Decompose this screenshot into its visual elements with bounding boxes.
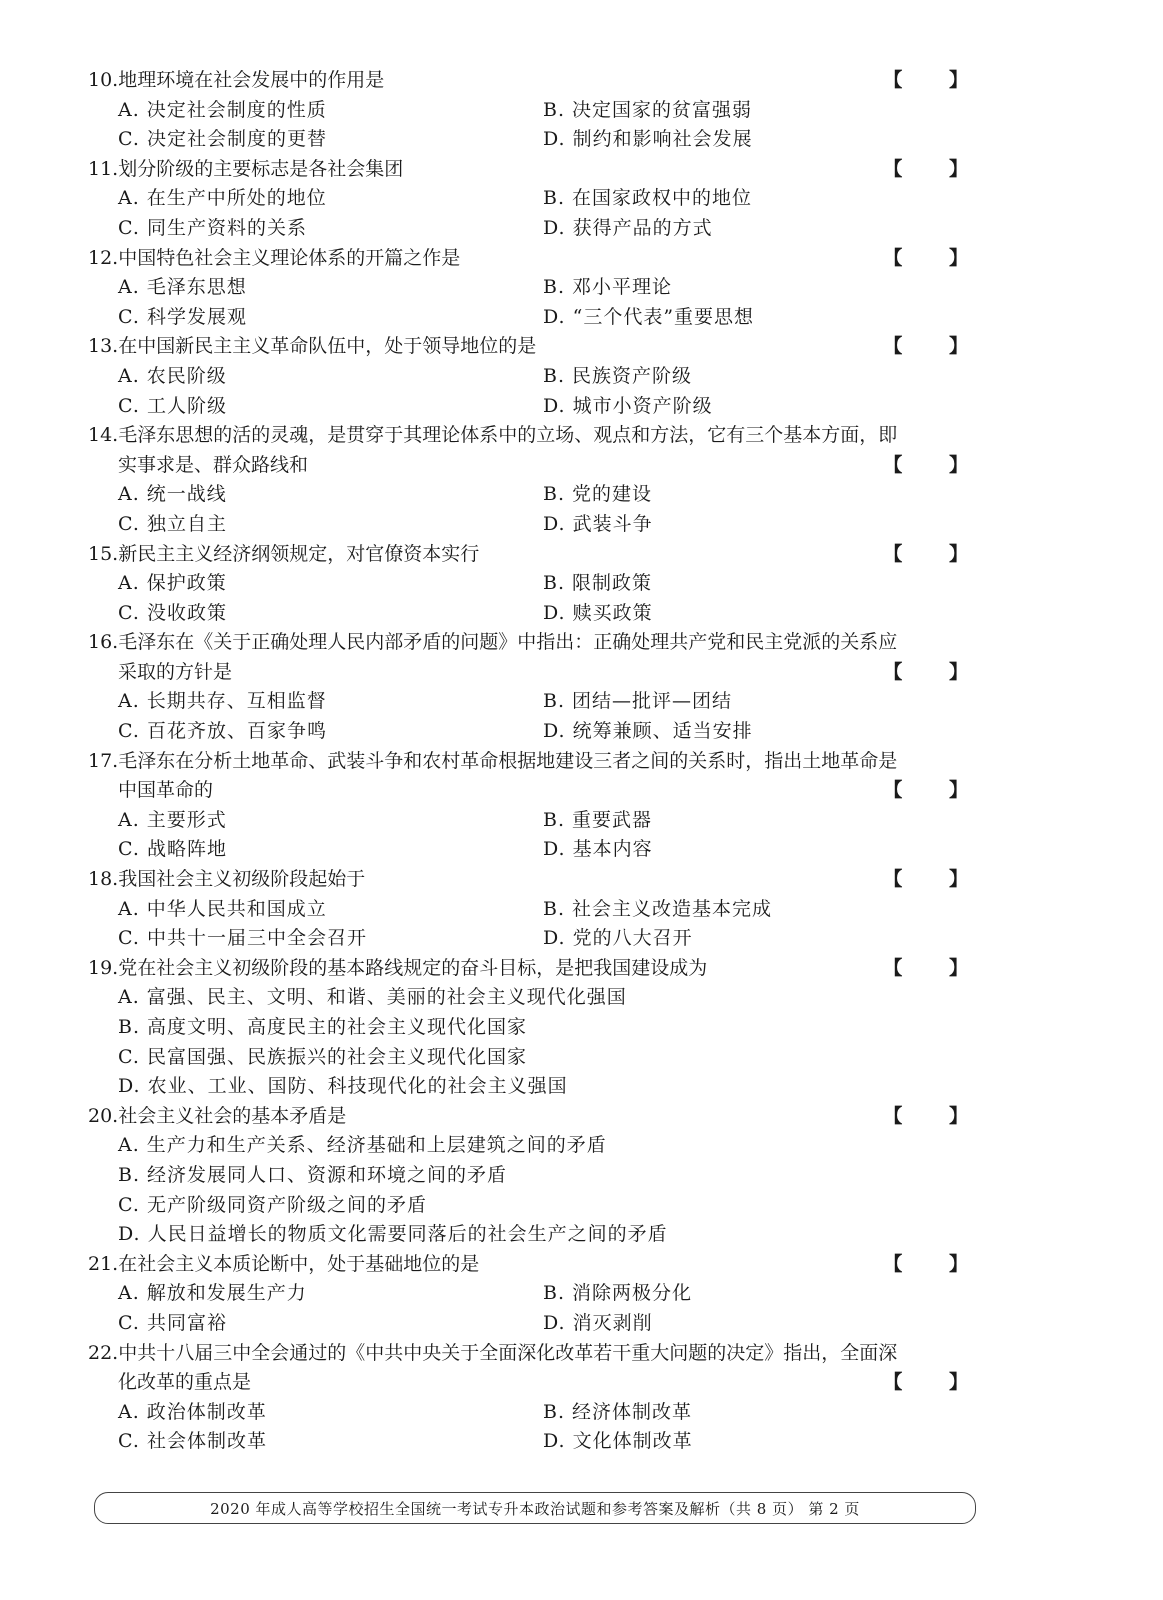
option-list: [88, 1398, 988, 1457]
answer-bracket[interactable]: 【 】: [883, 453, 988, 476]
question-list: [88, 66, 988, 1457]
option-d[interactable]: D. 制约和影响社会发展: [543, 128, 753, 151]
question-stem: [88, 1250, 988, 1280]
option-b[interactable]: B. 团结—批评—团结: [543, 690, 733, 713]
option-a[interactable]: A. 解放和发展生产力: [118, 1282, 307, 1305]
option-c[interactable]: C. 百花齐放、百家争鸣: [118, 720, 327, 743]
question-item: [88, 1102, 988, 1250]
question-number: 10.: [88, 69, 119, 91]
option-list: [88, 273, 988, 332]
answer-bracket[interactable]: 【 】: [883, 868, 988, 891]
option-a[interactable]: A. 保护政策: [118, 572, 227, 595]
question-text: 划分阶级的主要标志是各社会集团: [118, 157, 404, 180]
answer-bracket[interactable]: 【 】: [883, 335, 988, 358]
question-stem: [88, 1339, 988, 1398]
option-d[interactable]: D. “三个代表”重要思想: [543, 305, 755, 328]
question-item: [88, 1250, 988, 1339]
option-c[interactable]: C. 决定社会制度的更替: [118, 128, 327, 151]
option-b[interactable]: B. 决定国家的贫富强弱: [543, 98, 753, 121]
question-number: 18.: [88, 868, 119, 891]
option-list: [88, 569, 988, 628]
option-c[interactable]: C. 没收政策: [118, 601, 227, 624]
question-text: 我国社会主义初级阶段起始于: [118, 868, 366, 891]
option-a[interactable]: A. 主要形式: [118, 808, 227, 831]
option-a[interactable]: A. 长期共存、互相监督: [118, 690, 327, 713]
answer-bracket[interactable]: 【 】: [883, 246, 988, 269]
option-list: [88, 362, 988, 421]
option-list: [88, 687, 988, 746]
question-text: 中共十八届三中全会通过的《中共中央关于全面深化改革若干重大问题的决定》指出，全面深化改革的重点是: [118, 1341, 898, 1394]
question-item: [88, 1339, 988, 1457]
option-b[interactable]: B. 高度文明、高度民主的社会主义现代化国家: [118, 1016, 528, 1038]
option-c[interactable]: C. 中共十一届三中全会召开: [118, 927, 367, 950]
question-stem: [88, 332, 988, 362]
question-number: 17.: [88, 749, 119, 772]
answer-bracket[interactable]: 【 】: [883, 779, 988, 802]
option-list: [88, 184, 988, 243]
option-c[interactable]: C. 同生产资料的关系: [118, 216, 307, 239]
option-b[interactable]: B. 在国家政权中的地位: [543, 187, 753, 210]
option-c[interactable]: C. 独立自主: [118, 512, 227, 535]
option-d[interactable]: D. 基本内容: [543, 838, 653, 861]
answer-bracket[interactable]: 【 】: [883, 1252, 988, 1275]
question-stem: [88, 244, 988, 274]
question-stem: [88, 540, 988, 570]
question-text: 新民主主义经济纲领规定，对官僚资本实行: [118, 542, 480, 565]
question-number: 15.: [88, 542, 119, 565]
question-stem: [88, 747, 988, 806]
question-stem: [88, 628, 988, 687]
answer-bracket[interactable]: 【 】: [883, 157, 988, 180]
answer-bracket[interactable]: 【 】: [883, 69, 988, 91]
option-d[interactable]: D. 农业、工业、国防、科技现代化的社会主义强国: [118, 1075, 568, 1098]
option-list: [88, 895, 988, 954]
question-item: [88, 332, 988, 421]
option-a[interactable]: A. 政治体制改革: [118, 1400, 267, 1423]
answer-bracket[interactable]: 【 】: [883, 1104, 988, 1127]
question-number: 22.: [88, 1341, 119, 1364]
option-a[interactable]: A. 统一战线: [118, 483, 227, 506]
question-stem: [88, 155, 988, 185]
answer-bracket[interactable]: 【 】: [883, 542, 988, 565]
option-c[interactable]: C. 科学发展观: [118, 305, 247, 328]
option-c[interactable]: C. 战略阵地: [118, 838, 227, 861]
option-d[interactable]: D. 文化体制改革: [543, 1430, 693, 1453]
question-item: [88, 66, 988, 155]
question-number: 14.: [88, 424, 119, 447]
question-text: 地理环境在社会发展中的作用是: [118, 69, 385, 91]
option-b[interactable]: B. 消除两极分化: [543, 1282, 693, 1305]
question-number: 13.: [88, 335, 119, 358]
question-stem: [88, 66, 988, 96]
option-list: [88, 1279, 988, 1338]
answer-bracket[interactable]: 【 】: [883, 1371, 988, 1394]
option-b[interactable]: B. 经济体制改革: [543, 1400, 693, 1423]
option-b[interactable]: B. 重要武器: [543, 808, 653, 831]
option-list: [88, 96, 988, 155]
footer-text: 2020 年成人高等学校招生全国统一考试专升本政治试题和参考答案及解析（共 8 页） 第 2 页: [210, 1499, 860, 1518]
option-c[interactable]: C. 工人阶级: [118, 394, 227, 417]
option-a[interactable]: A. 中华人民共和国成立: [118, 897, 327, 920]
question-number: 12.: [88, 246, 119, 269]
question-text: 中国特色社会主义理论体系的开篇之作是: [118, 246, 461, 269]
answer-bracket[interactable]: 【 】: [883, 660, 988, 683]
question-text: 毛泽东在《关于正确处理人民内部矛盾的问题》中指出：正确处理共产党和民主党派的关系应采取的方针是: [118, 631, 898, 683]
question-stem: [88, 954, 988, 984]
question-item: [88, 747, 988, 865]
question-number: 11.: [88, 157, 119, 180]
option-b[interactable]: B. 社会主义改造基本完成: [543, 897, 773, 920]
option-d[interactable]: D. 消灭剥削: [543, 1311, 653, 1334]
question-number: 16.: [88, 631, 119, 654]
question-number: 21.: [88, 1252, 119, 1275]
option-a[interactable]: A. 生产力和生产关系、经济基础和上层建筑之间的矛盾: [118, 1134, 607, 1157]
question-number: 19.: [88, 956, 119, 979]
option-list: [88, 1131, 988, 1249]
question-stem: [88, 865, 988, 895]
answer-bracket[interactable]: 【 】: [883, 956, 988, 979]
question-item: [88, 628, 988, 746]
question-item: [88, 244, 988, 333]
question-stem: [88, 1102, 988, 1132]
option-d[interactable]: D. 统筹兼顾、适当安排: [543, 720, 753, 743]
question-text: 在社会主义本质论断中，处于基础地位的是: [118, 1252, 480, 1275]
option-d[interactable]: D. 赎买政策: [543, 601, 653, 624]
option-a[interactable]: A. 富强、民主、文明、和谐、美丽的社会主义现代化强国: [118, 986, 627, 1009]
question-text: 社会主义社会的基本矛盾是: [118, 1104, 347, 1127]
option-b[interactable]: B. 经济发展同人口、资源和环境之间的矛盾: [118, 1163, 508, 1186]
question-item: [88, 421, 988, 539]
question-text: 在中国新民主主义革命队伍中，处于领导地位的是: [118, 335, 537, 358]
option-list: [88, 480, 988, 539]
option-c[interactable]: C. 民富国强、民族振兴的社会主义现代化国家: [118, 1045, 527, 1068]
option-b[interactable]: B. 限制政策: [543, 572, 653, 595]
question-item: [88, 540, 988, 629]
option-list: [88, 806, 988, 865]
option-c[interactable]: C. 无产阶级同资产阶级之间的矛盾: [118, 1193, 427, 1216]
question-text: 毛泽东在分析土地革命、武装斗争和农村革命根据地建设三者之间的关系时，指出土地革命是中国革命的: [118, 749, 898, 802]
option-d[interactable]: D. 人民日益增长的物质文化需要同落后的社会生产之间的矛盾: [118, 1223, 668, 1246]
question-text: 毛泽东思想的活的灵魂，是贯穿于其理论体系中的立场、观点和方法，它有三个基本方面，即实事求是、群众路线和: [118, 424, 898, 476]
option-d[interactable]: D. 武装斗争: [543, 512, 653, 535]
question-text: 党在社会主义初级阶段的基本路线规定的奋斗目标，是把我国建设成为: [118, 956, 708, 979]
option-a[interactable]: A. 在生产中所处的地位: [118, 187, 327, 210]
question-item: [88, 865, 988, 954]
question-item: [88, 155, 988, 244]
option-c[interactable]: C. 社会体制改革: [118, 1430, 267, 1453]
option-b[interactable]: B. 党的建设: [543, 483, 653, 506]
question-item: [88, 954, 988, 1102]
option-a[interactable]: A. 农民阶级: [118, 364, 227, 387]
question-number: 20.: [88, 1104, 119, 1127]
option-a[interactable]: A. 决定社会制度的性质: [118, 98, 327, 121]
option-list: [88, 983, 988, 1101]
option-c[interactable]: C. 共同富裕: [118, 1311, 227, 1334]
option-d[interactable]: D. 城市小资产阶级: [543, 394, 713, 417]
option-d[interactable]: D. 党的八大召开: [543, 927, 693, 950]
option-d[interactable]: D. 获得产品的方式: [543, 216, 713, 239]
option-b[interactable]: B. 邓小平理论: [543, 276, 673, 299]
page-footer: [94, 1492, 976, 1524]
question-stem: [88, 421, 988, 480]
option-b[interactable]: B. 民族资产阶级: [543, 364, 693, 387]
option-a[interactable]: A. 毛泽东思想: [118, 276, 247, 299]
